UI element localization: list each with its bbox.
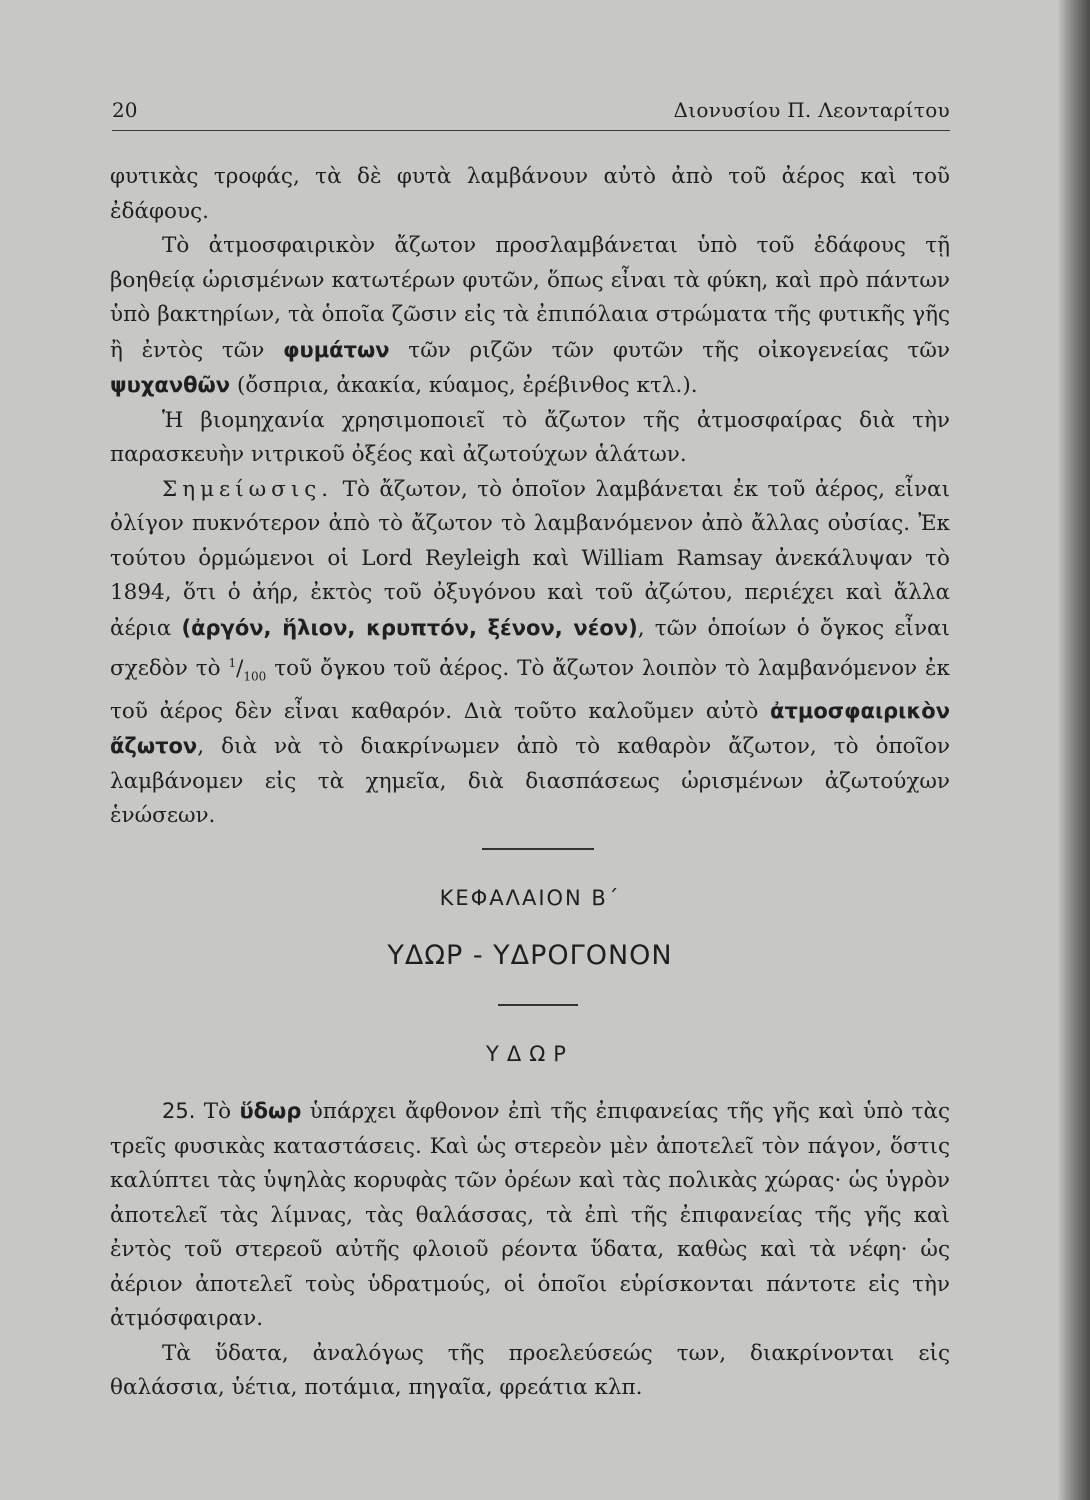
paragraph-text: Τὰ ὕδατα, ἀναλόγως τῆς προελεύσεώς των, διακρίνονται εἰς θαλάσσια, ὑέτια, ποτάμια, πηγαῖα, φρεάτια κλπ. xyxy=(110,1340,950,1400)
section-continuation xyxy=(110,160,950,834)
paragraph-text: , διὰ νὰ τὸ διακρίνωμεν ἀπὸ τὸ καθαρὸν ἄζωτον, τὸ ὁποῖον λαμβάνομεν εἰς τὰ χημεῖα, διὰ διασπάσεως ὡρισμένων ἀζωτούχων ἑνώσεων. xyxy=(110,734,950,829)
page-header xyxy=(112,96,950,131)
paragraph xyxy=(110,160,950,229)
section-title: ΥΔΩΡ xyxy=(486,1042,574,1066)
paragraph-text: Τὸ xyxy=(195,1099,240,1124)
fraction-numerator: 1 xyxy=(228,656,237,670)
paragraph xyxy=(110,404,950,473)
paragraph-text: , τῶν ὁποίων ὁ ὄγκος εἶναι σχεδὸν τὸ xyxy=(110,615,950,682)
paragraph-text: Τὸ ἀτμοσφαιρικὸν ἄζωτον προσλαμβάνεται ὑπὸ τοῦ ἐδάφους τῇ βοηθείᾳ ὡρισμένων κατωτέρων φυτῶν, ὅπως εἶναι τὰ φύκη, καὶ πρὸ πάντων ὑπὸ βακτηρίων, τὰ ὁποῖα ζῶσιν εἰς τὰ ἐπιπόλαια στρώματα τῆς φυτικῆς γῆς ἢ ἐντὸς τῶν xyxy=(110,233,950,363)
page-edge-shadow xyxy=(1058,0,1090,1500)
chapter-label: ΚΕΦΑΛΑΙΟΝ Β΄ xyxy=(439,886,621,910)
paragraph xyxy=(110,229,950,404)
paragraph-text: Τὸ ἄζωτον, τὸ ὁποῖον λαμβάνεται ἐκ τοῦ ἀέρος, εἶναι ὀλίγον πυκνότερον ἀπὸ τὸ ἄζωτον τὸ λαμβανόμενον ἀπὸ ἄλλας οὐσίας. Ἐκ τούτου ὁρμώμενοι οἱ Lord Reyleigh καὶ William Ramsay ἀνεκάλυψαν τὸ 1894, ὅτι ὁ ἀήρ, ἐκτὸς τοῦ ὀξυγόνου καὶ τοῦ ἀζώτου, περιέχει καὶ ἄλλα ἀέρια xyxy=(110,476,950,641)
bold-term: ὕδωρ xyxy=(239,1099,302,1123)
page-number: 20 xyxy=(112,98,138,122)
paragraph-text: τοῦ ὄγκου τοῦ ἀέρος. Τὸ ἄζωτον λοιπὸν τὸ λαμβανόμενον ἐκ τοῦ ἀέρος δὲν εἶναι καθαρόν. Διὰ τοῦτο καλοῦμεν αὐτὸ xyxy=(110,656,950,724)
paragraph-text: Ἡ βιομηχανία χρησιμοποιεῖ τὸ ἄζωτον τῆς ἀτμοσφαίρας διὰ τὴν παρασκευὴν νιτρικοῦ ὀξέος καὶ ἀζωτούχων ἁλάτων. xyxy=(110,407,950,467)
paragraph-text: τῶν ριζῶν τῶν φυτῶν τῆς οἰκογενείας τῶν xyxy=(389,337,950,363)
note-label: Σημείωσις. xyxy=(162,476,334,502)
paragraph-number: 25. xyxy=(162,1099,196,1123)
section-water xyxy=(110,1094,950,1406)
bold-term: ψυχανθῶν xyxy=(110,373,231,397)
chapter-title: ΥΔΩΡ - ΥΔΡΟΓΟΝΟΝ xyxy=(387,940,673,971)
running-head: Διονυσίου Π. Λεονταρίτου xyxy=(673,98,950,122)
paragraph xyxy=(110,1094,950,1337)
paragraph xyxy=(110,1337,950,1406)
fraction-denominator: 100 xyxy=(243,669,267,684)
bold-term: ἀτμοσφαιρικὸν ἄζωτον xyxy=(110,698,950,759)
paragraph-text: φυτικὰς τροφάς, τὰ δὲ φυτὰ λαμβάνουν αὐτὸ ἀπὸ τοῦ ἀέρος καὶ τοῦ ἐδάφους. xyxy=(110,164,950,224)
note-paragraph: Σημείωσις. Τὸ ἄζωτον, τὸ ὁποῖον λαμβάνεται ἐκ τοῦ ἀέρος, εἶναι ὀλίγον πυκνότερον ἀπὸ τὸ ἄζωτον τὸ λαμβανόμενον ἀπὸ ἄλλας οὐσίας. Ἐκ τούτου ὁρμώμενοι οἱ Lord Reyleigh καὶ William Ramsay ἀνεκάλυψαν τὸ 1894, ὅτι ὁ ἀήρ, ἐκτὸς τοῦ ὀξυγόνου καὶ τοῦ ἀζώτου, περιέχει καὶ ἄλλα ἀέρια (ἀργόν, ἥλιον, κρυπτόν, ξένον, νέον), τῶν ὁποίων ὁ ὄγκος εἶναι σχεδὸν τὸ $^1/_{100}$ τοῦ ὄγκου τοῦ ἀέρος. Τὸ ἄζωτον λοιπὸν τὸ λαμβανόμενον ἐκ τοῦ ἀέρος δὲν εἶναι καθαρόν. Διὰ τοῦτο καλοῦμεν αὐτὸ ἀτμοσφαιρικὸν ἄζωτον, διὰ νὰ τὸ διακρίνωμεν ἀπὸ τὸ καθαρὸν ἄζωτον, τὸ ὁποῖον λαμβάνομεν εἰς τὰ χημεῖα, διὰ διασπάσεως ὡρισμένων ἀζωτούχων ἑνώσεων. xyxy=(110,476,950,829)
bold-term: φυμάτων xyxy=(283,337,390,362)
divider-rule xyxy=(498,1004,578,1006)
paragraph-text: ὑπάρχει ἄφθονον ἐπὶ τῆς ἐπιφανείας τῆς γῆς καὶ ὑπὸ τὰς τρεῖς φυσικὰς καταστάσεις. Καὶ ὡς στερεὸν μὲν ἀποτελεῖ τὸν πάγον, ὅστις καλύπτει τὰς ὑψηλὰς κορυφὰς τῶν ὀρέων καὶ τὰς πολικὰς χώρας· ὡς ὑγρὸν ἀποτελεῖ τὰς λίμνας, τὰς θαλάσσας, τὰ ἐπὶ τῆς ἐπιφανείας τῆς γῆς καὶ ἐντὸς τοῦ στερεοῦ αὐτῆς φλοιοῦ ρέοντα ὕδατα, καθὼς καὶ τὰ νέφη· ὡς ἀέριον ἀποτελεῖ τοὺς ὑδρατμούς, οἱ ὁποῖοι εὑρίσκονται πάντοτε εἰς τὴν ἀτμόσφαιραν. xyxy=(110,1099,951,1331)
bold-term: (ἀργόν, ἥλιον, κρυπτόν, ξένον, νέον) xyxy=(181,615,638,640)
divider-rule xyxy=(482,848,594,850)
paragraph-text: (ὄσπρια, ἀκακία, κύαμος, ἐρέβινθος κτλ.). xyxy=(230,373,698,398)
